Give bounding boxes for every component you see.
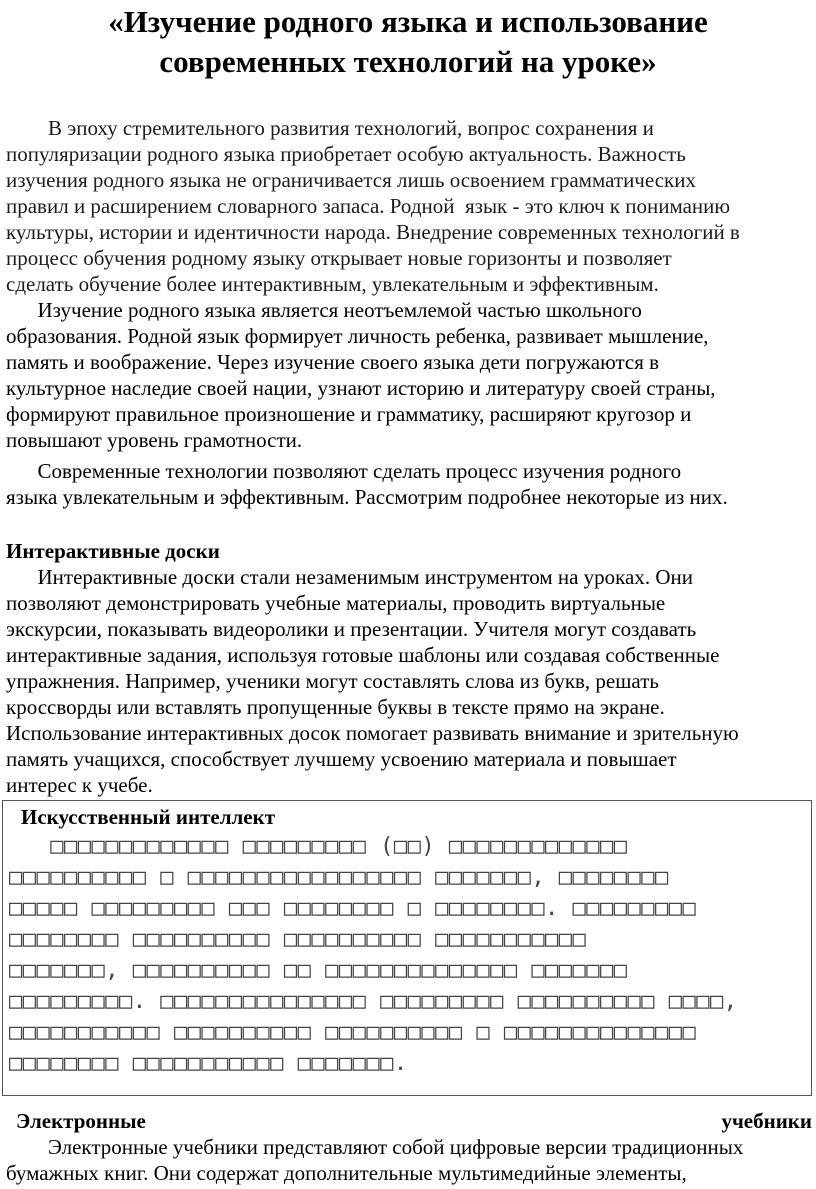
text-line: упражнения. Например, ученики могут составлять слова из букв, решать: [6, 669, 659, 693]
text-line: правил и расширением словарного запаса. Родной язык - это ключ к пониманию: [6, 194, 731, 218]
text-line: Изучение родного языка является неотъемлемой частью школьного: [6, 298, 642, 322]
text-line: культуры, истории и идентичности народа. Внедрение современных технологий в: [6, 220, 740, 244]
text-line: Использование интерактивных досок помогает развивать внимание и зрительную: [6, 721, 739, 745]
section-heading-ai: Искусственный интеллект: [21, 805, 276, 829]
ebooks-heading-left: Электронные: [16, 1109, 146, 1133]
garbled-line: □□□□□□□□□□ □ □□□□□□□□□□□□□□□□□ □□□□□□□, □□□□□□□□: [9, 865, 669, 890]
text-line: языка увлекательным и эффективным. Рассмотрим подробнее некоторые из них.: [6, 485, 728, 509]
garbled-line: □□□□□□□□□. □□□□□□□□□□□□□□□ □□□□□□□□□ □□□□□□□□□□ □□□□,: [9, 989, 738, 1014]
text-line: интерес к учебе.: [6, 773, 153, 797]
garbled-line: □□□□□□□□ □□□□□□□□□□ □□□□□□□□□□ □□□□□□□□□□□: [9, 927, 587, 952]
text-line: культурное наследие своей нации, узнают историю и литературу своей страны,: [6, 376, 716, 400]
text-line: изучения родного языка не ограничивается лишь освоением грамматических: [6, 168, 696, 192]
text-line: популяризации родного языка приобретает особую актуальность. Важность: [6, 142, 686, 166]
text-line: образования. Родной язык формирует личность ребенка, развивает мышление,: [6, 324, 709, 348]
text-line: экскурсии, показывать видеоролики и презентации. Учителя могут создавать: [6, 617, 697, 641]
garbled-line: □□□□□□□□□□□□□ □□□□□□□□□ (□□) □□□□□□□□□□□□□: [9, 834, 628, 859]
text-line: бумажных книг. Они содержат дополнительные мультимедийные элементы,: [6, 1161, 687, 1185]
text-line: позволяют демонстрировать учебные материалы, проводить виртуальные: [6, 591, 666, 615]
paragraph-ebooks: [6, 1134, 812, 1186]
text-line: В эпоху стремительного развития технологий, вопрос сохранения и: [6, 116, 654, 140]
garbled-line: □□□□□□□□□□□ □□□□□□□□□□ □□□□□□□□□□ □ □□□□□□□□□□□□□□: [9, 1020, 697, 1045]
ai-section-box: [2, 800, 812, 1096]
text-line: сделать обучение более интерактивным, увлекательным и эффективным.: [6, 272, 659, 296]
paragraph-interactive-boards: [6, 564, 812, 798]
title-line-2: современных технологий на уроке»: [159, 44, 657, 79]
document-title: [0, 2, 816, 82]
text-line: память учащихся, способствует лучшему усвоению материала и повышает: [6, 747, 677, 771]
ebooks-heading-right: учебники: [721, 1109, 812, 1133]
paragraph-modern-tech: [6, 458, 812, 510]
text-line: повышают уровень грамотности.: [6, 428, 303, 452]
text-line: формируют правильное произношение и грамматику, расширяют кругозор и: [6, 402, 692, 426]
text-line: память и воображение. Через изучение своего языка дети погружаются в: [6, 350, 660, 374]
garbled-line: □□□□□□□□ □□□□□□□□□□□ □□□□□□□.: [9, 1051, 408, 1076]
text-line: Электронные учебники представляют собой цифровые версии традиционных: [6, 1135, 744, 1159]
ai-garbled-text: [9, 831, 809, 1079]
text-line: кроссворды или вставлять пропущенные буквы в тексте прямо на экране.: [6, 695, 665, 719]
garbled-line: □□□□□ □□□□□□□□□ □□□ □□□□□□□□ □ □□□□□□□□. □□□□□□□□□: [9, 896, 697, 921]
text-line: Современные технологии позволяют сделать процесс изучения родного: [6, 459, 682, 483]
text-line: Интерактивные доски стали незаменимым инструментом на уроках. Они: [6, 565, 694, 589]
section-heading-ebooks: [16, 1108, 812, 1134]
section-heading-interactive-boards: Интерактивные доски: [6, 539, 220, 563]
intro-paragraph: [6, 115, 812, 297]
garbled-line: □□□□□□□, □□□□□□□□□□ □□ □□□□□□□□□□□□□□ □□□□□□□: [9, 958, 628, 983]
title-line-1: «Изучение родного языка и использование: [108, 4, 708, 39]
text-line: интерактивные задания, используя готовые шаблоны или создавая собственные: [6, 643, 720, 667]
paragraph-native-language: [6, 297, 812, 453]
text-line: процесс обучения родному языку открывает новые горизонты и позволяет: [6, 246, 672, 270]
